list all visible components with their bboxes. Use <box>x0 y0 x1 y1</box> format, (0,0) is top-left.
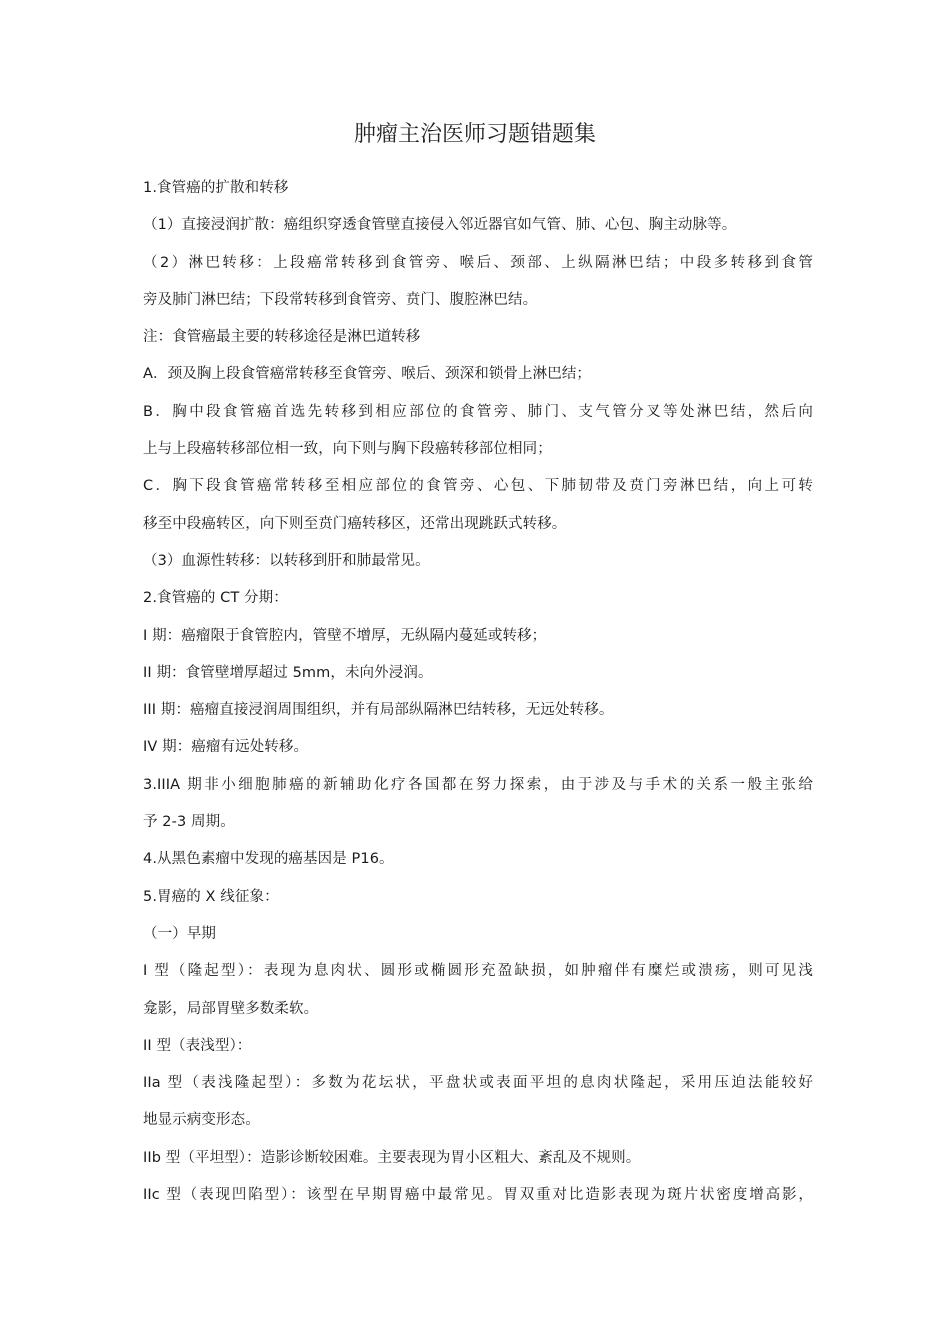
paragraph-line: （1）直接浸润扩散：癌组织穿透食管壁直接侵入邻近器官如气管、肺、心包、胸主动脉等。 <box>143 217 737 234</box>
paragraph-line: 地显示病变形态。 <box>143 1112 260 1129</box>
heading-1: 1.食管癌的扩散和转移 <box>143 180 289 196</box>
paragraph-line: （一）早期 <box>143 925 216 942</box>
paragraph-line: IIc 型（表现凹陷型）：该型在早期胃癌中最常见。胃双重对比造影表现为斑片状密度增高影， <box>143 1187 813 1204</box>
paragraph-line: III 期：癌瘤直接浸润周围组织，并有局部纵隔淋巴结转移，无远处转移。 <box>143 702 614 719</box>
paragraph-line: B．胸中段食管癌首选先转移到相应部位的食管旁、肺门、支气管分叉等处淋巴结，然后向 <box>143 403 813 420</box>
paragraph-line: I 期：癌瘤限于食管腔内，管壁不增厚，无纵隔内蔓延或转移； <box>143 627 547 644</box>
heading-3: 3.IIIA 期非小细胞肺癌的新辅助化疗各国都在努力探索，由于涉及与手术的关系一般主张给 <box>143 776 813 793</box>
heading-4: 4.从黑色素瘤中发现的癌基因是 P16。 <box>143 851 394 868</box>
heading-2: 2.食管癌的 CT 分期： <box>143 590 288 607</box>
paragraph-line: IIa 型（表浅隆起型）：多数为花坛状，平盘状或表面平坦的息肉状隆起，采用压迫法能较好 <box>143 1075 813 1092</box>
paragraph-line: C．胸下段食管癌常转移至相应部位的食管旁、心包、下肺韧带及贲门旁淋巴结，向上可转 <box>143 478 813 495</box>
paragraph-line: IIb 型（平坦型）：造影诊断较困难。主要表现为胃小区粗大、紊乱及不规则。 <box>143 1149 641 1166</box>
paragraph-line: （2）淋巴转移：上段癌常转移到食管旁、喉后、颈部、上纵隔淋巴结；中段多转移到食管 <box>143 254 813 271</box>
document-body <box>143 170 813 1214</box>
paragraph-line: 予 2-3 周期。 <box>143 814 235 831</box>
paragraph-line: 上与上段癌转移部位相一致，向下则与胸下段癌转移部位相同； <box>143 441 552 458</box>
document-title: 肿瘤主治医师习题错题集 <box>353 122 596 147</box>
paragraph-line: A．颈及胸上段食管癌常转移至食管旁、喉后、颈深和锁骨上淋巴结； <box>143 366 592 383</box>
paragraph-line: IV 期：癌瘤有远处转移。 <box>143 739 309 756</box>
paragraph-line: I 型（隆起型）：表现为息肉状、圆形或椭圆形充盈缺损，如肿瘤伴有糜烂或溃疡，则可见浅 <box>143 963 813 980</box>
paragraph-line: 旁及肺门淋巴结；下段常转移到食管旁、贲门、腹腔淋巴结。 <box>143 291 538 308</box>
paragraph-line: 龛影，局部胃壁多数柔软。 <box>143 1000 319 1017</box>
paragraph-line: II 型（表浅型）： <box>143 1037 252 1054</box>
paragraph-line: 移至中段癌转区，向下则至贲门癌转移区，还常出现跳跃式转移。 <box>143 515 567 532</box>
heading-5: 5.胃癌的 X 线征象： <box>143 888 279 905</box>
paragraph-line: II 期：食管壁增厚超过 5mm，未向外浸润。 <box>143 664 433 681</box>
note-line: 注：食管癌最主要的转移途径是淋巴道转移 <box>143 329 421 346</box>
paragraph-line: （3）血源性转移：以转移到肝和肺最常见。 <box>143 552 430 569</box>
